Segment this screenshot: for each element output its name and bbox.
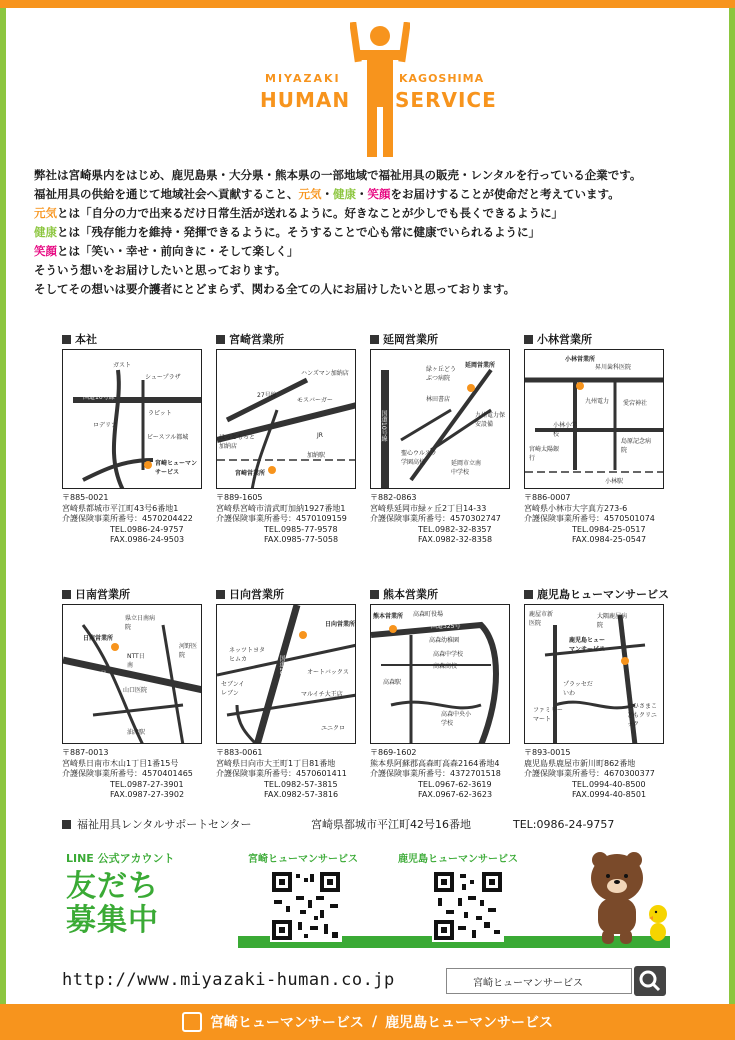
office-map: [62, 349, 202, 489]
map-label: 九州電力保安設備: [475, 412, 506, 428]
office-license: 介護保険事業所番号：4570109159: [216, 514, 347, 523]
intro-text-part: とは「笑い・幸せ・前向きに・そして楽しく」: [57, 244, 299, 258]
qr-code-miyazaki[interactable]: [270, 870, 342, 942]
office-fax: FAX.0986-24-9503: [110, 535, 185, 544]
office-fax: FAX.0994-40-8501: [572, 790, 647, 799]
egao-word: 笑顔: [367, 187, 391, 201]
office-zip: 〒893-0015: [524, 748, 571, 757]
map-label: ネッツトヨタヒムカ: [229, 647, 266, 663]
office-kumamoto: [370, 586, 530, 801]
office-name: 延岡営業所: [383, 333, 438, 346]
intro-text: [34, 166, 714, 299]
map-label: モスバーガー: [297, 397, 333, 404]
office-kobayashi: [524, 331, 684, 546]
office-fax: FAX.0985-77-5058: [264, 535, 339, 544]
intro-line: そういう想いをお届けしたいと思っております。: [34, 263, 287, 277]
line-big-text: 募集中: [66, 903, 159, 938]
office-title: [524, 586, 684, 602]
egao-word: 笑顔: [34, 244, 57, 258]
office-license: 介護保険事業所番号：4372701518: [370, 769, 501, 778]
map-label: 国道10号線: [83, 394, 115, 401]
office-map: [62, 604, 202, 744]
office-fax: FAX.0987-27-3902: [110, 790, 185, 799]
office-address-block: [216, 493, 376, 546]
office-tel: TEL.0987-27-3901: [110, 779, 184, 789]
office-title: [370, 586, 530, 602]
bullet-square: [62, 590, 71, 599]
office-zip: 〒883-0061: [216, 748, 263, 757]
intro-text-part: とは「残存能力を維持・発揮できるように。そうすることで心も常に健康でいられるように」: [57, 225, 540, 239]
bullet-square: [216, 335, 225, 344]
office-address: 宮崎県都城市平江町43号6番地1: [62, 503, 179, 513]
office-address-block: [216, 748, 376, 801]
genki-word: 元気: [34, 206, 57, 220]
qr-code-icon: [270, 870, 342, 942]
logo-text-kagoshima: KAGOSHIMA: [399, 72, 485, 85]
office-name: 日南営業所: [75, 588, 130, 601]
map-label: 昇川歯科医院: [595, 364, 632, 371]
map-label: 県立日南病院: [125, 615, 156, 631]
map-label: 国道10号線: [380, 410, 387, 442]
office-name: 鹿児島ヒューマンサービス: [537, 588, 669, 601]
map-label: 宮崎ヒューマンサービス: [155, 460, 198, 476]
map-label: 愛宕神社: [623, 400, 648, 407]
office-address: 宮崎県宮崎市清武町加納1927番地1: [216, 503, 346, 513]
map-label: ラピット: [148, 410, 172, 417]
logo-text-service: SERVICE: [395, 88, 497, 112]
map-label: 加納駅: [307, 452, 326, 459]
footer-bar: [0, 1004, 735, 1040]
kenko-word: 健康: [333, 187, 356, 201]
office-address: 鹿児島県鹿屋市新川町862番地: [524, 758, 636, 768]
map-label: 小林小学校: [553, 422, 578, 438]
intro-line: [34, 185, 714, 204]
office-zip: 〒887-0013: [62, 748, 109, 757]
map-label: 林田書店: [426, 396, 451, 403]
office-title: [216, 331, 376, 347]
map-label: ハンズマン加納店: [301, 370, 349, 377]
map-label: ロデリア: [93, 422, 118, 429]
logo-text-human: HUMAN: [260, 88, 351, 112]
genki-word: 元気: [298, 187, 322, 201]
office-title: [524, 331, 684, 347]
office-address: 宮崎県小林市大字真方273-6: [524, 503, 628, 513]
qr-label-kagoshima: 鹿児島ヒューマンサービス: [398, 854, 518, 865]
dot-separator: ・: [356, 187, 368, 201]
office-address: 熊本県阿蘇郡高森町高森2164番地4: [370, 758, 500, 768]
office-fax: FAX.0982-32-8358: [418, 535, 493, 544]
office-license: 介護保険事業所番号：4570401465: [62, 769, 193, 778]
center-name: 福祉用具レンタルサポートセンター: [77, 818, 252, 831]
footer-separator: /: [371, 1014, 378, 1030]
map-label: 山口医院: [123, 687, 148, 694]
map-label: おひさまこどもクリニック: [627, 703, 658, 728]
office-zip: 〒886-0007: [524, 493, 571, 502]
map-label: 小林営業所: [565, 356, 596, 363]
office-tel: TEL.0967-62-3619: [418, 779, 492, 789]
map-label: 島原記念病院: [621, 438, 652, 454]
intro-text-part: とは「自分の力で出来るだけ日常生活が送れるように。好きなことが少しでも長くできるように」: [57, 206, 563, 220]
search-icon: [634, 966, 666, 996]
office-fax: FAX.0984-25-0547: [572, 535, 647, 544]
bullet-square: [62, 335, 71, 344]
map-label: ファミリーマート: [533, 707, 563, 723]
map-label: 高森高校: [433, 663, 458, 670]
map-label: 聖心ウルスラ学園高校: [401, 450, 437, 466]
company-mark-icon: [182, 1012, 202, 1032]
office-title: [370, 331, 530, 347]
office-honsha: [62, 331, 222, 546]
qr-code-icon: [432, 870, 504, 942]
office-name: 熊本営業所: [383, 588, 438, 601]
intro-line: そしてその想いは要介護者にとどまらず、関わる全ての人にお届けしたいと思っております。: [34, 282, 516, 296]
map-label: ユニクロ: [321, 725, 346, 732]
bear-mascot-icon: [582, 848, 674, 948]
intro-line: [34, 223, 714, 242]
map-label: ほっともっと加納店: [219, 434, 256, 450]
office-map: [370, 604, 510, 744]
top-bar: [0, 0, 735, 8]
intro-line: [34, 242, 714, 261]
footer-company-miyazaki: 宮崎ヒューマンサービス: [209, 1015, 364, 1031]
office-address-block: [370, 748, 530, 801]
office-license: 介護保険事業所番号：4570601411: [216, 769, 347, 778]
office-license: 介護保険事業所番号：4570204422: [62, 514, 193, 523]
office-fax: FAX.0967-62-3623: [418, 790, 493, 799]
office-address: 宮崎県日向市大王町1丁目81番地: [216, 758, 336, 768]
bullet-square: [216, 590, 225, 599]
center-address: 宮崎県都城市平江町42号16番地: [311, 818, 471, 831]
office-zip: 〒889-1605: [216, 493, 263, 502]
map-label: 国道10号線: [278, 655, 285, 687]
office-address-block: [62, 493, 222, 546]
office-fax: FAX.0982-57-3816: [264, 790, 339, 799]
qr-label-miyazaki: 宮崎ヒューマンサービス: [248, 854, 358, 865]
map-label: 高森駅: [383, 679, 402, 686]
bullet-square: [524, 335, 533, 344]
map-label: 宮崎営業所: [235, 470, 266, 477]
map-label: 国道325号: [431, 623, 461, 630]
office-map: [370, 349, 510, 489]
office-title: [62, 331, 222, 347]
office-license: 介護保険事業所番号：4570501074: [524, 514, 655, 523]
office-hyuga: [216, 586, 376, 801]
office-address-block: [370, 493, 530, 546]
map-label: マルイチ大王店: [301, 691, 343, 698]
map-label: 延岡営業所: [465, 362, 496, 369]
office-address-block: [62, 748, 222, 801]
office-tel: TEL.0994-40-8500: [572, 779, 646, 789]
map-label: NTT日南: [127, 653, 145, 669]
office-nobeoka: [370, 331, 530, 546]
map-label: 国道222号: [77, 671, 107, 678]
map-label: JR: [317, 432, 323, 439]
map-label: オートバックス: [307, 669, 349, 676]
office-tel: TEL.0982-32-8357: [418, 524, 492, 534]
office-address: 宮崎県延岡市緑ヶ丘2丁目14-33: [370, 503, 487, 513]
map-label: セブンイレブン: [221, 681, 245, 697]
center-tel: TEL:0986-24-9757: [513, 817, 615, 831]
office-zip: 〒885-0021: [62, 493, 109, 502]
office-name: 本社: [75, 333, 97, 346]
office-map: [216, 349, 356, 489]
map-label: 高森中央小学校: [441, 711, 472, 727]
office-kagoshima: [524, 586, 684, 801]
intro-line: 弊社は宮崎県内をはじめ、鹿児島県・大分県・熊本県の一部地域で福祉用具の販売・レンタルを行っている企業です。: [34, 168, 642, 182]
office-zip: 〒869-1602: [370, 748, 417, 757]
map-label: ビースフル都城: [147, 434, 189, 441]
map-label: 高森町役場: [413, 611, 444, 618]
office-map: [524, 604, 664, 744]
office-address-block: [524, 493, 684, 546]
map-label: 27号線: [257, 392, 277, 399]
office-tel: TEL.0985-77-9578: [264, 524, 338, 534]
map-label: 延岡市立南中学校: [451, 460, 482, 476]
intro-line: [34, 204, 714, 223]
office-license: 介護保険事業所番号：4670300377: [524, 769, 655, 778]
map-label: 大隅鹿屋病院: [597, 613, 628, 629]
office-address-block: [524, 748, 684, 801]
office-tel: TEL.0984-25-0517: [572, 524, 646, 534]
map-label: 日南営業所: [83, 635, 114, 642]
map-label: シュープラザ: [145, 374, 181, 381]
search-button[interactable]: [634, 966, 666, 996]
office-address: 宮崎県日南市木山1丁目1番15号: [62, 758, 179, 768]
map-label: 緑ヶ丘どうぶつ病院: [426, 366, 457, 382]
intro-text-part: をお届けすることが使命だと考えています。: [390, 187, 620, 201]
bullet-square: [524, 590, 533, 599]
map-label: 宮崎太陽銀行: [529, 446, 560, 462]
line-account-block: [62, 846, 670, 958]
office-name: 宮崎営業所: [229, 333, 284, 346]
company-logo: [255, 22, 505, 162]
office-map: [524, 349, 664, 489]
office-miyazaki: [216, 331, 376, 546]
map-label: 河野医院: [179, 643, 198, 659]
map-label: 九州電力: [585, 398, 610, 405]
office-license: 介護保険事業所番号：4570302747: [370, 514, 501, 523]
dot-separator: ・: [321, 187, 333, 201]
line-friends-wanted: [66, 870, 159, 938]
office-map: [216, 604, 356, 744]
map-label: 油津駅: [127, 729, 146, 736]
intro-text-part: 福祉用具の供給を通じて地域社会へ貢献すること、: [34, 187, 299, 201]
map-label: プラッセだいわ: [563, 681, 593, 697]
kenko-word: 健康: [34, 225, 57, 239]
bullet-square: [370, 335, 379, 344]
map-label: 鹿屋市新医院: [529, 611, 554, 627]
logo-text-miyazaki: MIYAZAKI: [265, 72, 341, 85]
qr-code-kagoshima[interactable]: [432, 870, 504, 942]
line-account-label: LINE 公式アカウント: [66, 852, 175, 865]
rental-support-center: [62, 816, 614, 832]
map-label: 高森中学校: [433, 651, 464, 658]
office-zip: 〒882-0863: [370, 493, 417, 502]
line-big-text: 友だち: [66, 869, 159, 904]
office-nichinan: [62, 586, 222, 801]
office-title: [62, 586, 222, 602]
map-label: 鹿児島ヒューマンサービス: [569, 637, 606, 653]
office-tel: TEL.0982-57-3815: [264, 779, 338, 789]
search-input[interactable]: 宮崎ヒューマンサービス: [446, 968, 632, 994]
map-label: ガスト: [113, 362, 132, 369]
website-url[interactable]: http://www.miyazaki-human.co.jp: [62, 970, 395, 990]
office-title: [216, 586, 376, 602]
map-label: 熊本営業所: [373, 613, 404, 620]
map-label: 高森幼稚園: [429, 637, 460, 644]
map-label: 日向営業所: [325, 621, 356, 628]
office-name: 日向営業所: [229, 588, 284, 601]
map-label: 小林駅: [605, 478, 624, 485]
bullet-square: [62, 820, 71, 829]
footer-company-kagoshima: 鹿児島ヒューマンサービス: [385, 1015, 554, 1031]
office-name: 小林営業所: [537, 333, 592, 346]
bullet-square: [370, 590, 379, 599]
office-tel: TEL.0986-24-9757: [110, 524, 184, 534]
